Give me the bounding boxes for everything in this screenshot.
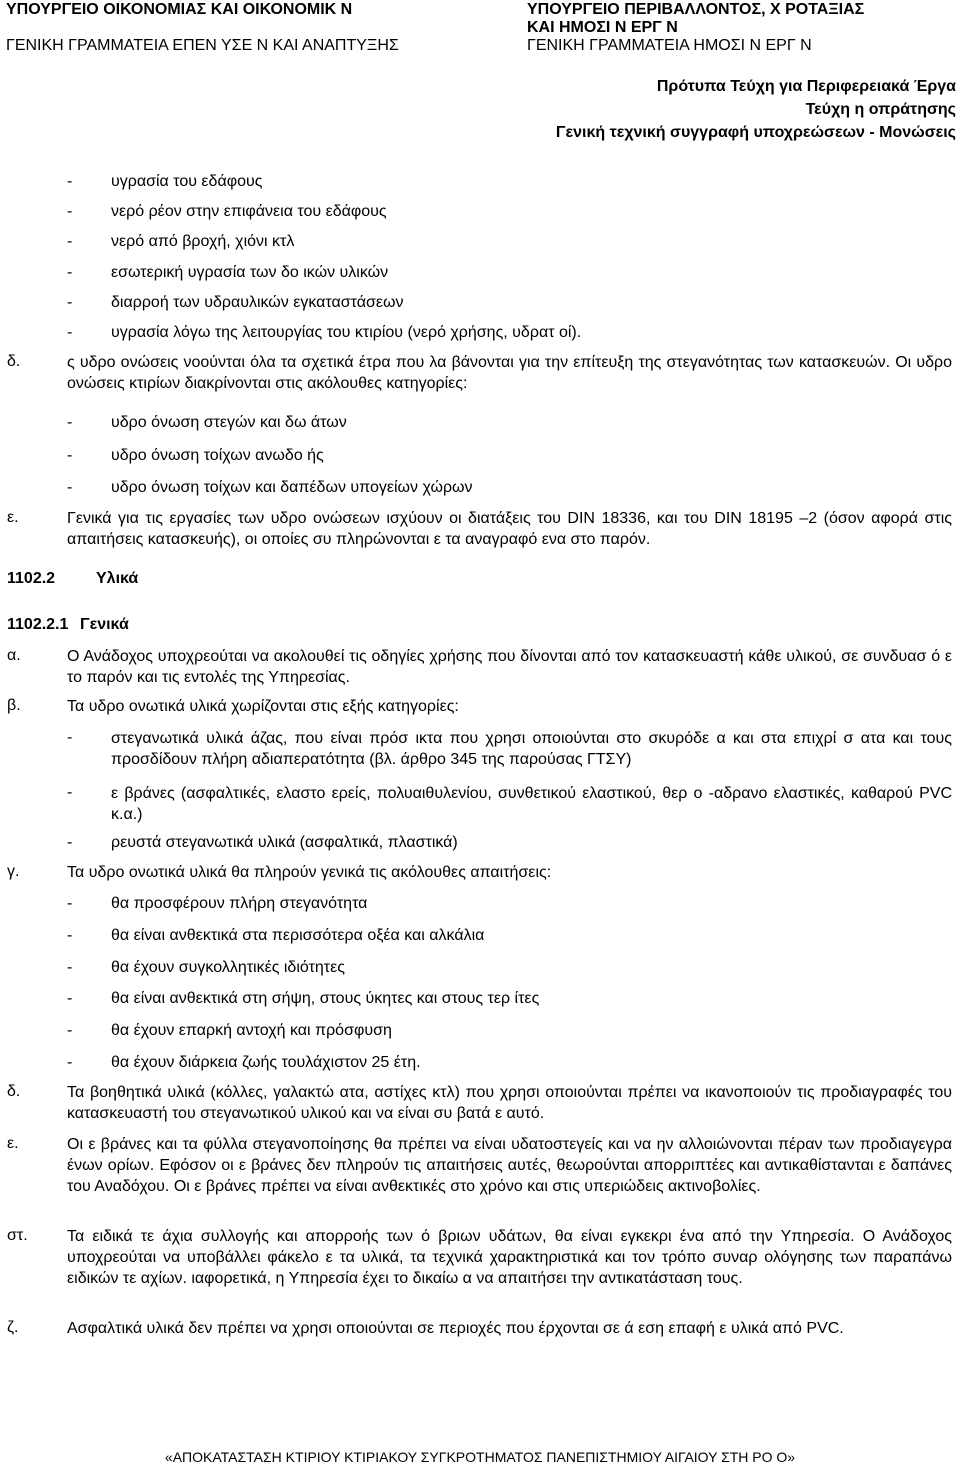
dash-bullet: - [67, 294, 73, 311]
paragraph-label: ζ. [7, 1319, 19, 1336]
header-ministry-right: ΥΠΟΥΡΓΕΙΟ ΠΕΡΙΒΑΛΛΟΝΤΟΣ, Χ ΡΟΤΑΞΙΑΣ [527, 1, 865, 18]
subsection-number: 1102.2.1 [7, 616, 69, 633]
dash-bullet: - [67, 414, 73, 431]
list-item-text: στεγανωτικά υλικά άζας, που είναι πρόσ ικτα που χρησι οποιούνται στο σκυρόδε α και στα επιχρί σ ατα και τους προσδίδουν πλήρη αδιαπερατότητα (βλ. άρθρο 345 της παρούσας ΓΤΣΥ) [111, 730, 952, 768]
paragraph-label: δ. [7, 353, 21, 370]
dash-bullet: - [67, 834, 73, 851]
header-ministry-left: ΥΠΟΥΡΓΕΙΟ ΟΙΚΟΝΟΜΙΑΣ ΚΑΙ ΟΙΚΟΝΟΜΙΚ Ν [6, 1, 353, 18]
paragraph-b-text: Τα υδρο ονωτικά υλικά χωρίζονται στις εξής κατηγορίες: [67, 698, 459, 715]
dash-bullet: - [67, 447, 73, 464]
paragraph-label: β. [7, 697, 21, 714]
doc-series-title: Πρότυπα Τεύχη για Περιφερειακά Έργα [656, 78, 956, 95]
paragraph-c-text: Τα υδρο ονωτικά υλικά θα πληρούν γενικά τις ακόλουθες απαιτήσεις: [67, 864, 552, 881]
paragraph-label: α. [7, 647, 21, 664]
dash-bullet: - [67, 479, 73, 496]
dash-bullet: - [67, 927, 73, 944]
dash-bullet: - [67, 784, 73, 801]
section-number: 1102.2 [7, 570, 56, 587]
header-secretariat-left: ΓΕΝΙΚΗ ΓΡΑΜΜΑΤΕΙΑ ΕΠΕΝ ΥΣΕ Ν ΚΑΙ ΑΝΑΠΤΥΞΗΣ [6, 37, 399, 54]
paragraph-label: στ. [7, 1227, 28, 1244]
dash-bullet: - [67, 1054, 73, 1071]
dash-bullet: - [67, 264, 73, 281]
paragraph-label: ε. [7, 509, 19, 526]
dash-bullet: - [67, 324, 73, 341]
paragraph-label: ε. [7, 1135, 19, 1152]
paragraph-d2-text: Τα βοηθητικά υλικά (κόλλες, γαλακτώ ατα, αστίχες κτλ) που χρησι οποιούνται πρέπει να ικανοποιούν τις προδιαγραφές του κατασκευαστή του στεγανωτικού υλικού και να είναι συ βατά ε αυτό. [67, 1084, 952, 1122]
header-ministry-right-cont: ΚΑΙ ΗΜΟΣΙ Ν ΕΡΓ Ν [527, 19, 678, 36]
paragraph-d-text: ς υδρο ονώσεις νοούνται όλα τα σχετικά έτρα που λα βάνονται για την επίτευξη της στεγανότητας των κατασκευών. Οι υδρο ονώσεις κτιρίων διακρίνονται στις ακόλουθες κατηγορίες: [67, 354, 952, 392]
paragraph-z-text: Ασφαλτικά υλικά δεν πρέπει να χρησι οποιούνται σε περιοχές που έρχονται σε ά εση επαφή ε υλικά από PVC. [67, 1320, 844, 1337]
dash-bullet: - [67, 895, 73, 912]
dash-bullet: - [67, 203, 73, 220]
paragraph-st-text: Τα ειδικά τε άχια συλλογής και απορροής των ό βριων υδάτων, θα είναι εγκεκρι ένα από την Υπηρεσία. Ο Ανάδοχος υποχρεούται να υποβάλλει φάκελο ε τα υλικά, τα τεχνικά χαρακτηριστικά και τον τρόπο συναρ ολόγησης των παραπάνω ειδικών τε αχίων. ιαφορετικά, η Υπηρεσία έχει το δικαίω α να απαιτήσει την αντικατάσταση τους. [67, 1228, 952, 1287]
page-header [0, 0, 960, 56]
paragraph-e2-text: Οι ε βράνες και τα φύλλα στεγανοποίησης θα πρέπει να είναι υδατοστεγείς και να ην αλλοιώνονται πέραν των προδιαγεγρα ένων ορίων. Εφόσον οι ε βράνες δεν πληρούν τις απαιτήσεις αυτές, θεωρούνται απορριπτέες και αντικαθίστανται ε δαπάνες του Αναδόχου. Οι ε βράνες πρέπει να είναι ανθεκτικές στο χρόνο και στις υπεριώδεις ακτινοβολίες. [67, 1136, 952, 1195]
subsection-title: Γενικά [80, 616, 129, 633]
dash-bullet: - [67, 959, 73, 976]
page-footer: «ΑΠΟΚΑΤΑΣΤΑΣΗ ΚΤΙΡΙΟΥ ΚΤΙΡΙΑΚΟΥ ΣΥΓΚΡΟΤΗΜΑΤΟΣ ΠΑΝΕΠΙΣΤΗΜΙΟΥ ΑΙΓΑΙΟΥ ΣΤΗ ΡΟ Ο» [164, 1449, 796, 1465]
dash-bullet: - [67, 173, 73, 190]
header-secretariat-right: ΓΕΝΙΚΗ ΓΡΑΜΜΑΤΕΙΑ ΗΜΟΣΙ Ν ΕΡΓ Ν [527, 37, 812, 54]
section-title: Υλικά [96, 570, 139, 587]
dash-bullet: - [67, 729, 73, 746]
doc-volume-title: Τεύχη η οπράτησης [805, 101, 956, 118]
list-item-text: ε βράνες (ασφαλτικές, ελαστο ερείς, πολυαιθυλενίου, συνθετικού ελαστικού, θερ ο -αδρανο ελαστικές, καθαρού PVC κ.α.) [111, 785, 952, 823]
paragraph-a-text: Ο Ανάδοχος υποχρεούται να ακολουθεί τις οδηγίες χρήσης που δίνονται από τον κατασκευαστή κάθε υλικού, σε συνδυασ ό ε το παρόν και τις εντολές της Υπηρεσίας. [67, 648, 952, 686]
paragraph-e-text: Γενικά για τις εργασίες των υδρο ονώσεων ισχύουν οι διατάξεις του DIN 18336, και του DIN 18195 –2 (όσον αφορά στις απαιτήσεις κατασκευής), οι οποίες συ πληρώνονται ε τα αναγραφό ενα στο παρόν. [67, 510, 952, 548]
dash-bullet: - [67, 233, 73, 250]
paragraph-label: δ. [7, 1083, 21, 1100]
paragraph-label: γ. [7, 863, 20, 880]
dash-bullet: - [67, 1022, 73, 1039]
dash-bullet: - [67, 990, 73, 1007]
doc-section-title: Γενική τεχνική συγγραφή υποχρεώσεων - Μονώσεις [555, 124, 956, 141]
